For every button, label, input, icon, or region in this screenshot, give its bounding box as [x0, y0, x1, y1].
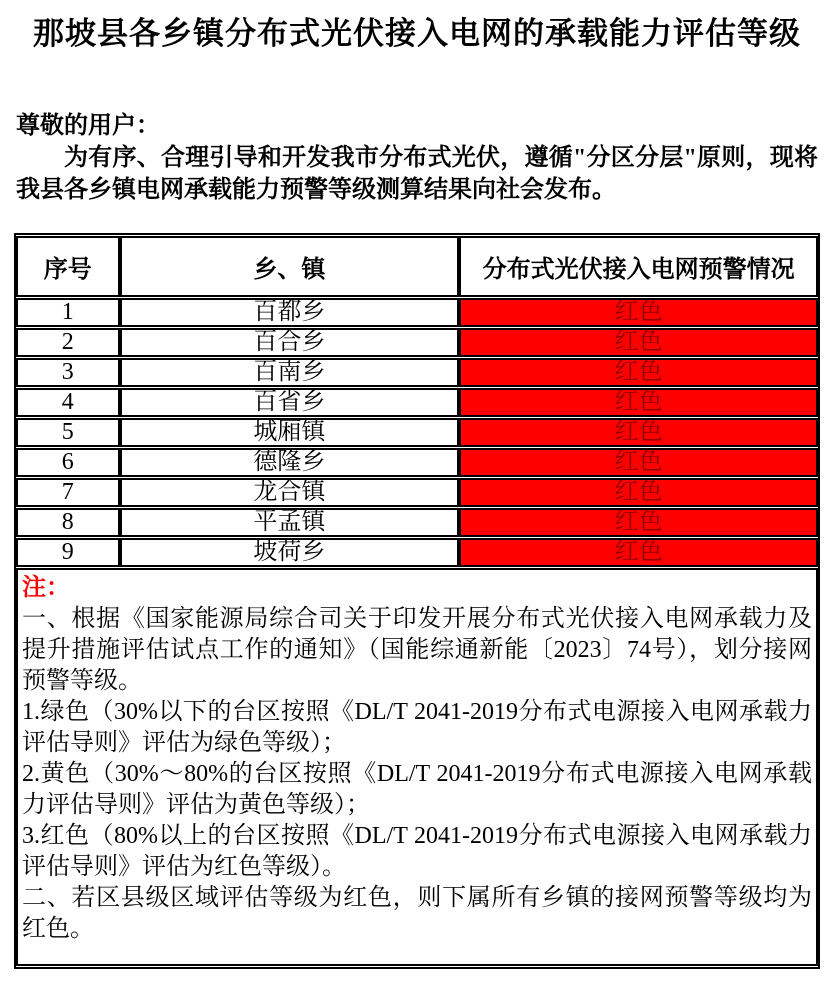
notes-label: 注：	[22, 575, 70, 601]
row-index: 6	[16, 448, 120, 477]
row-index: 4	[16, 388, 120, 417]
column-header-warning-status: 分布式光伏接入电网预警情况	[459, 236, 818, 297]
row-index: 3	[16, 358, 120, 387]
status-badge: 红色	[459, 478, 818, 507]
row-index: 9	[16, 538, 120, 567]
note-item: 一、根据《国家能源局综合司关于印发开展分布式光伏接入电网承载力及提升措施评估试点工作的通知》（国能综通新能〔2023〕74号），划分接网预警等级。	[22, 606, 812, 694]
table-row	[16, 538, 818, 567]
row-index: 7	[16, 478, 120, 507]
status-badge: 红色	[459, 538, 818, 567]
status-badge: 红色	[459, 328, 818, 357]
table-row	[16, 298, 818, 327]
warning-level-table	[14, 233, 820, 969]
row-index: 1	[16, 298, 120, 327]
township-name: 平孟镇	[120, 508, 460, 537]
note-item: 3.红色（80%以上的台区按照《DL/T 2041-2019分布式电源接入电网承载力评估导则》评估为红色等级）。	[22, 823, 812, 880]
table-row	[16, 508, 818, 537]
table-row	[16, 418, 818, 447]
status-badge: 红色	[459, 418, 818, 447]
status-badge: 红色	[459, 388, 818, 417]
column-header-township: 乡、镇	[120, 236, 460, 297]
status-badge: 红色	[459, 448, 818, 477]
notes-row	[16, 568, 818, 966]
table-row	[16, 388, 818, 417]
note-item: 1.绿色（30%以下的台区按照《DL/T 2041-2019分布式电源接入电网承载力评估导则》评估为绿色等级）；	[22, 699, 812, 756]
township-name: 龙合镇	[120, 478, 460, 507]
township-name: 坡荷乡	[120, 538, 460, 567]
status-badge: 红色	[459, 298, 818, 327]
township-name: 百南乡	[120, 358, 460, 387]
intro-section	[16, 110, 818, 206]
table-row	[16, 478, 818, 507]
status-badge: 红色	[459, 358, 818, 387]
township-name: 德隆乡	[120, 448, 460, 477]
row-index: 5	[16, 418, 120, 447]
page-title: 那坡县各乡镇分布式光伏接入电网的承载能力评估等级	[33, 16, 801, 51]
row-index: 8	[16, 508, 120, 537]
notes-cell	[16, 568, 818, 966]
township-name: 百省乡	[120, 388, 460, 417]
township-name: 城厢镇	[120, 418, 460, 447]
table-header-row	[16, 236, 818, 297]
intro-paragraph: 为有序、合理引导和开发我市分布式光伏，遵循"分区分层"原则，现将我县各乡镇电网承载能力预警等级测算结果向社会发布。	[16, 145, 818, 203]
note-item: 2.黄色（30%～80%的台区按照《DL/T 2041-2019分布式电源接入电网承载力评估导则》评估为黄色等级）；	[22, 761, 812, 818]
salutation: 尊敬的用户：	[16, 113, 160, 139]
row-index: 2	[16, 328, 120, 357]
status-badge: 红色	[459, 508, 818, 537]
table-row	[16, 448, 818, 477]
table-row	[16, 328, 818, 357]
table-row	[16, 358, 818, 387]
township-name: 百都乡	[120, 298, 460, 327]
note-item: 二、若区县级区域评估等级为红色，则下属所有乡镇的接网预警等级均为红色。	[22, 885, 812, 942]
township-name: 百合乡	[120, 328, 460, 357]
column-header-index: 序号	[16, 236, 120, 297]
